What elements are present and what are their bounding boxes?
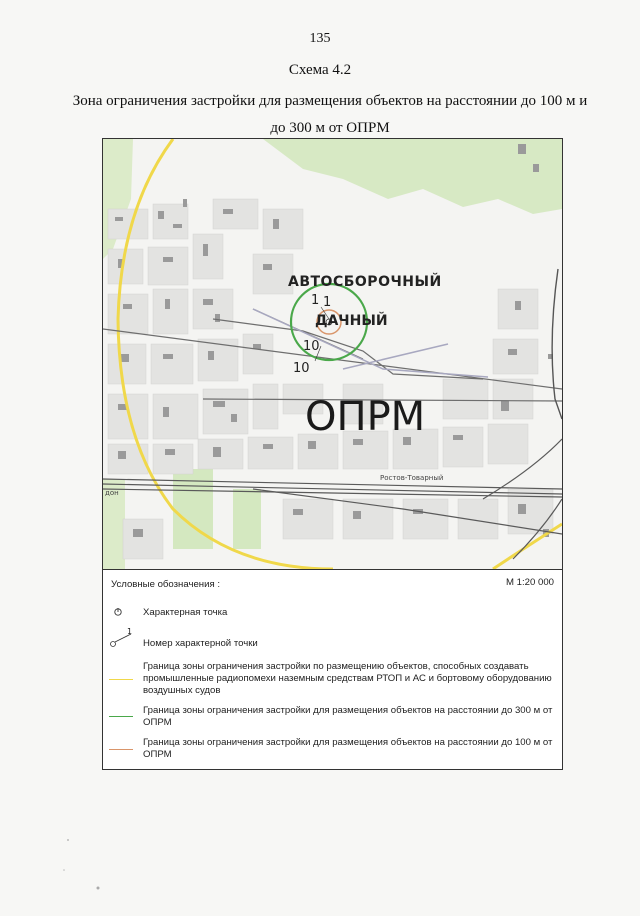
legend-title: Условные обозначения : — [111, 579, 220, 590]
map-scale: М 1:20 000 — [505, 577, 554, 588]
point-number-icon — [109, 630, 139, 648]
scheme-title: Схема 4.2 — [288, 62, 352, 78]
green-area-south-2 — [233, 489, 261, 549]
map-caption: Зона ограничения застройки для размещения объектов на расстоянии до 100 м и до 300 м от ОПРМ — [72, 93, 588, 136]
legend-text: Граница зоны ограничения застройки для размещения объектов на расстоянии до 100 м от ОПРМ — [143, 737, 553, 760]
opr-facility-label: ОПРМ — [305, 394, 426, 440]
station-label: Ростов-Товарный — [380, 474, 444, 482]
yellow-line-icon — [109, 679, 133, 680]
point-number-label: 10 — [293, 361, 310, 376]
map-canvas — [103, 139, 562, 569]
point-number-label: 1 — [323, 295, 332, 310]
district-label-dachny: ДАЧНЫЙ — [315, 313, 388, 329]
legend-text: Граница зоны ограничения застройки для размещения объектов на расстоянии до 300 м от ОПРМ — [143, 705, 553, 728]
map-frame — [102, 138, 563, 770]
green-line-icon — [109, 716, 133, 717]
orange-line-icon — [109, 749, 133, 750]
point-number-label: 10 — [303, 339, 320, 354]
point-number-label: 1 — [311, 293, 320, 308]
point-number-icon-label: 1 — [127, 627, 133, 636]
point-marker-icon — [113, 607, 123, 617]
map-area — [103, 139, 562, 570]
edge-label: дон — [105, 489, 119, 497]
map-legend — [103, 570, 562, 769]
district-label-avtosborochny: АВТОСБОРОЧНЫЙ — [288, 274, 442, 290]
legend-text: Номер характерной точки — [143, 638, 258, 649]
legend-text: Характерная точка — [143, 607, 228, 618]
page-number: 135 — [309, 31, 331, 46]
legend-text: Граница зоны ограничения застройки по размещению объектов, способных создавать промышленные радиопомехи наземным средствам РТОП и АС и бортовому оборудованию воздушных судов — [143, 661, 552, 696]
scan-specks — [60, 830, 120, 900]
